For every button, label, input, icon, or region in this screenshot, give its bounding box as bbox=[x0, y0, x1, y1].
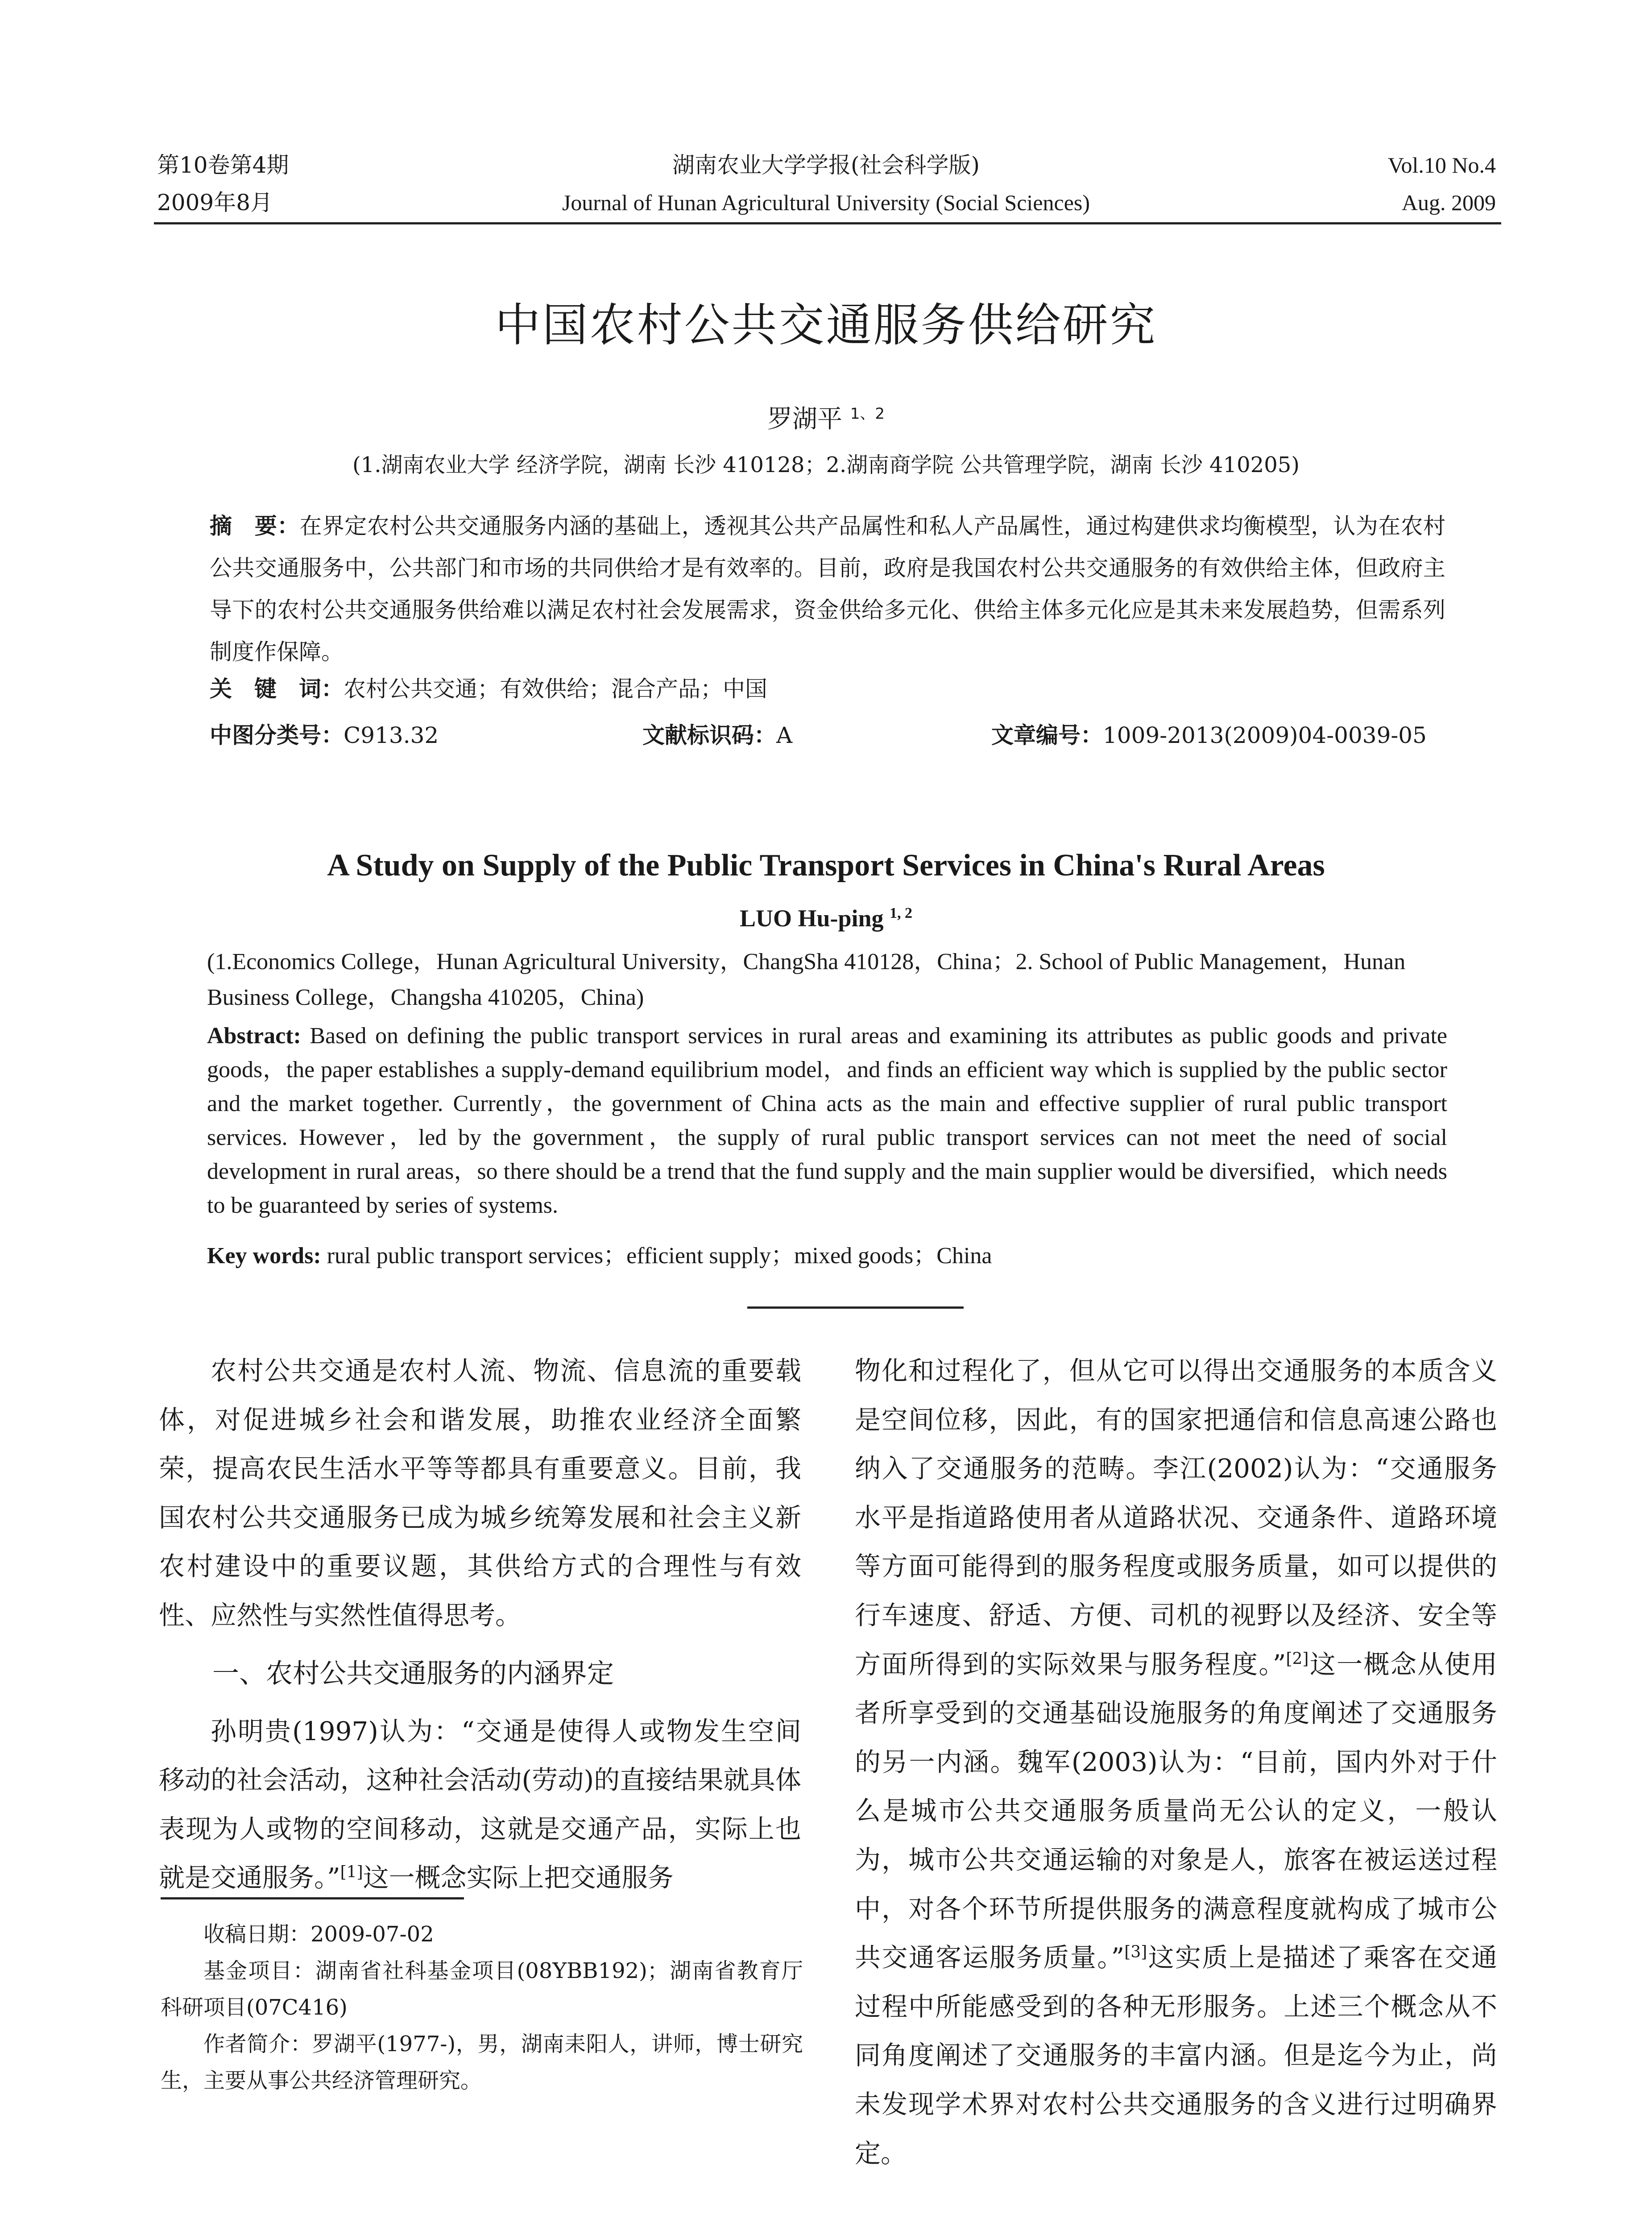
abstract-separator-rule bbox=[747, 1306, 964, 1309]
abstract-text-en: Based on defining the public transport services in rural areas and examining its attributes as public goods and private goods，the paper establishes a supply-demand equilibrium model，and finds an efficient way which is supplied by the public sector and the market together. Currently，the government of China acts as the main and effective supplier of rural public transport services. However，led by the government，the supply of rural public transport services can not meet the need of social development in rural areas，so there should be a trend that the fund supply and the main supplier would be diversified，which needs to be guaranteed by series of systems. bbox=[207, 1023, 1448, 1218]
body-paragraph-1 bbox=[159, 1707, 801, 1903]
keywords-text-en: rural public transport services；efficient supply；mixed goods；China bbox=[327, 1243, 992, 1269]
body-paragraph-1-text: 孙明贵(1997)认为：“交通是使得人或物发生空间移动的社会活动，这种社会活动(劳动)的直接结果就具体表现为人或物的空间移动，这就是交通产品，实际上也就是交通服务。” bbox=[159, 1716, 801, 1893]
paper-title-cn: 中国农村公共交通服务供给研究 bbox=[495, 299, 1157, 352]
document-code-label: 文献标识码： bbox=[642, 722, 776, 748]
abstract-en bbox=[207, 1019, 1447, 1223]
journal-name-en: Journal of Hunan Agricultural University (Social Sciences) bbox=[562, 190, 1090, 215]
abstract-cn bbox=[210, 505, 1445, 673]
document-code-value: A bbox=[776, 722, 793, 748]
clc-number bbox=[210, 721, 439, 750]
paper-title-en: A Study on Supply of the Public Transport Services in China's Rural Areas bbox=[327, 848, 1325, 883]
section-heading-1: 一、农村公共交通服务的内涵界定 bbox=[212, 1658, 614, 1689]
citation-ref-2: [2] bbox=[1286, 1650, 1309, 1668]
body-column-left bbox=[159, 1347, 801, 1903]
header-rule bbox=[154, 222, 1501, 224]
clc-label: 中图分类号： bbox=[210, 722, 344, 748]
author-name-en: LUO Hu-ping bbox=[739, 905, 884, 932]
footnotes bbox=[161, 1916, 803, 2099]
date-en: Aug. 2009 bbox=[1401, 190, 1496, 215]
keywords-cn bbox=[210, 675, 767, 703]
volume-issue-cn: 第10卷第4期 bbox=[157, 152, 289, 178]
abstract-label-cn: 摘 要： bbox=[210, 513, 300, 539]
author-affiliation-marker-cn: 1、2 bbox=[850, 405, 885, 423]
body-column-right bbox=[855, 1347, 1497, 2178]
body-paragraph-1-continued bbox=[855, 1347, 1497, 2178]
journal-name-cn: 湖南农业大学学报(社会科学版) bbox=[672, 152, 980, 178]
body-paragraph-2-text: 这一概念从使用者所享受到的交通基础设施服务的角度阐述了交通服务的另一内涵。魏军(2003)认为：“目前，国内外对于什么是城市公共交通服务质量尚无公认的定义，一般认为，城市公共交通运输的对象是人，旅客在被运送过程中，对各个环节所提供服务的满意程度就构成了城市公共交通客运服务质量。” bbox=[855, 1649, 1497, 1973]
keywords-text-cn: 农村公共交通；有效供给；混合产品；中国 bbox=[344, 676, 767, 702]
article-number-value: 1009-2013(2009)04-0039-05 bbox=[1103, 722, 1427, 748]
citation-ref-3: [3] bbox=[1124, 1943, 1147, 1961]
author-affiliation-marker-en: 1, 2 bbox=[890, 905, 913, 921]
article-number-label: 文章编号： bbox=[991, 722, 1103, 748]
abstract-label-en: Abstract: bbox=[207, 1023, 301, 1049]
body-paragraph-1-tail: 这一概念实际上把交通服务 bbox=[363, 1862, 674, 1893]
footnote-author-bio: 作者简介：罗湖平(1977-)，男，湖南耒阳人，讲师，博士研究生，主要从事公共经济管理研究。 bbox=[161, 2032, 803, 2093]
body-paragraph-2-tail: 这实质上是描述了乘客在交通过程中所能感受到的各种无形服务。上述三个概念从不同角度阐述了交通服务的丰富内涵。但是迄今为止，尚未发现学术界对农村公共交通服务的含义进行过明确界定。 bbox=[855, 1942, 1497, 2169]
footnote-fund: 基金项目：湖南省社科基金项目(08YBB192)；湖南省教育厅科研项目(07C416) bbox=[161, 1958, 803, 2020]
abstract-text-cn: 在界定农村公共交通服务内涵的基础上，透视其公共产品属性和私人产品属性，通过构建供求均衡模型，认为在农村公共交通服务中，公共部门和市场的共同供给才是有效率的。目前，政府是我国农村公共交通服务的有效供给主体，但政府主导下的农村公共交通服务供给难以满足农村社会发展需求，资金供给多元化、供给主体多元化应是其未来发展趋势，但需系列制度作保障。 bbox=[210, 513, 1446, 665]
citation-ref-1: [1] bbox=[340, 1863, 363, 1882]
document-code bbox=[642, 721, 792, 750]
keywords-label-cn: 关 键 词： bbox=[210, 676, 344, 702]
footnote-rule bbox=[161, 1897, 464, 1899]
affiliation-en: (1.Economics College，Hunan Agricultural University，ChangSha 410128，China；2. School of Public Management，Hunan Business College，Changsha 410205，China) bbox=[207, 949, 1406, 1010]
keywords-label-en: Key words: bbox=[207, 1243, 321, 1269]
volume-issue-en: Vol.10 No.4 bbox=[1387, 153, 1496, 178]
clc-value: C913.32 bbox=[344, 722, 439, 748]
author-cn bbox=[0, 404, 1652, 435]
article-number bbox=[991, 721, 1427, 750]
intro-paragraph: 农村公共交通是农村人流、物流、信息流的重要载体，对促进城乡社会和谐发展，助推农业经济全面繁荣，提高农民生活水平等等都具有重要意义。目前，我国农村公共交通服务已成为城乡统筹发展和社会主义新农村建设中的重要议题，其供给方式的合理性与有效性、应然性与实然性值得思考。 bbox=[159, 1356, 801, 1630]
footnote-received: 收稿日期：2009-07-02 bbox=[203, 1922, 434, 1947]
date-cn: 2009年8月 bbox=[157, 190, 273, 216]
affiliation-cn: (1.湖南农业大学 经济学院，湖南 长沙 410128；2.湖南商学院 公共管理学院，湖南 长沙 410205) bbox=[352, 452, 1300, 477]
author-name-cn: 罗湖平 bbox=[767, 405, 842, 434]
body-paragraph-1-continued-text: 物化和过程化了，但从它可以得出交通服务的本质含义是空间位移，因此，有的国家把通信和信息高速公路也纳入了交通服务的范畴。李江(2002)认为：“交通服务水平是指道路使用者从道路状况、交通条件、道路环境等方面可能得到的服务程度或服务质量，如可以提供的行车速度、舒适、方便、司机的视野以及经济、安全等方面所得到的实际效果与服务程度。” bbox=[855, 1356, 1497, 1679]
author-en bbox=[0, 903, 1652, 933]
keywords-en bbox=[207, 1240, 992, 1272]
